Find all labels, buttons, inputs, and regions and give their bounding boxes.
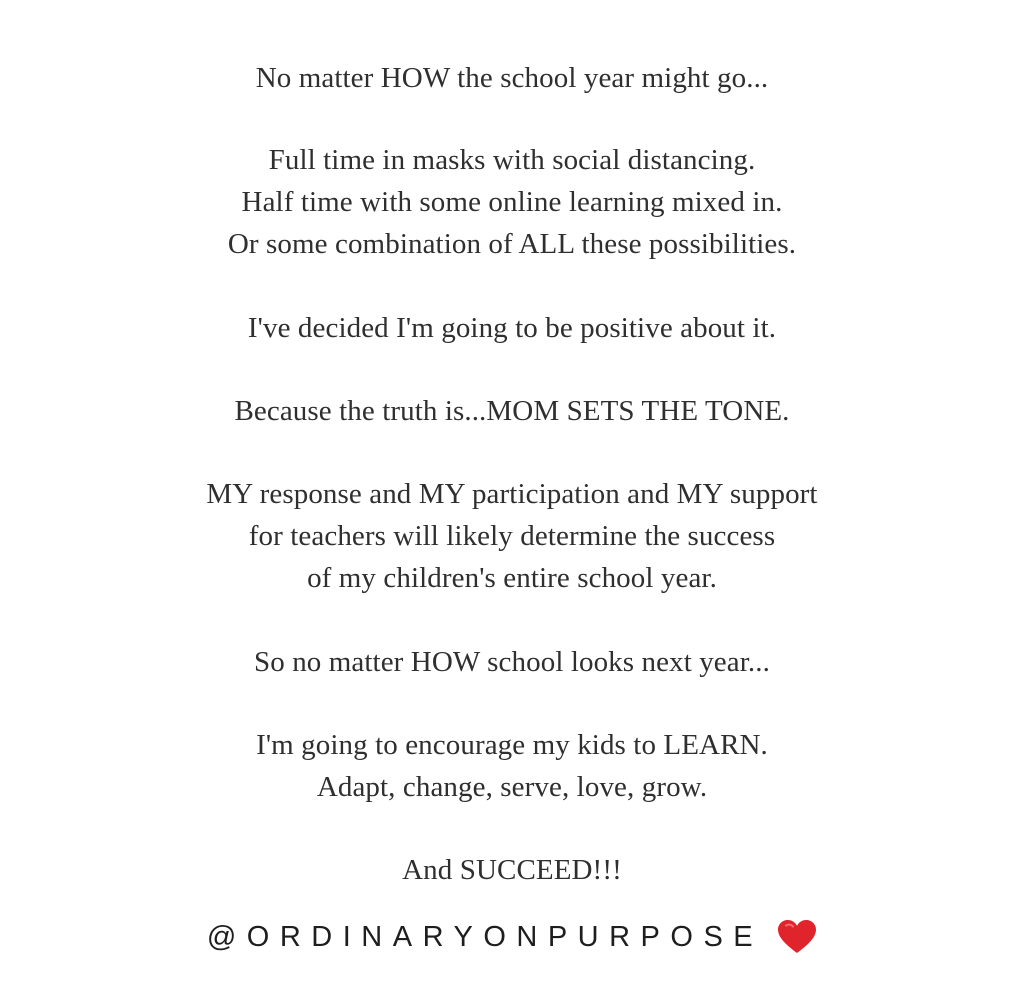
quote-line-2: Full time in masks with social distancing. — [268, 144, 756, 176]
quote-line-4: Or some combination of ALL these possibilities. — [227, 228, 797, 260]
quote-line-13: And SUCCEED!!! — [402, 854, 622, 886]
quote-line-12: Adapt, change, serve, love, grow. — [316, 771, 708, 803]
red-heart-icon — [777, 919, 817, 955]
quote-line-10: So no matter HOW school looks next year... — [254, 646, 770, 678]
quote-line-5: I've decided I'm going to be positive about it. — [247, 312, 777, 344]
quote-line-9: of my children's entire school year. — [307, 562, 717, 594]
signature-row — [0, 917, 1024, 957]
quote-line-6: Because the truth is...MOM SETS THE TONE. — [234, 395, 790, 427]
quote-line-7: MY response and MY participation and MY support — [206, 478, 818, 510]
author-handle: @ORDINARYONPURPOSE — [206, 920, 764, 953]
quote-line-11: I'm going to encourage my kids to LEARN. — [256, 729, 768, 761]
quote-line-3: Half time with some online learning mixed in. — [241, 186, 783, 218]
quote-line-8: for teachers will likely determine the success — [248, 520, 776, 552]
quote-line-1: No matter HOW the school year might go... — [255, 62, 769, 94]
